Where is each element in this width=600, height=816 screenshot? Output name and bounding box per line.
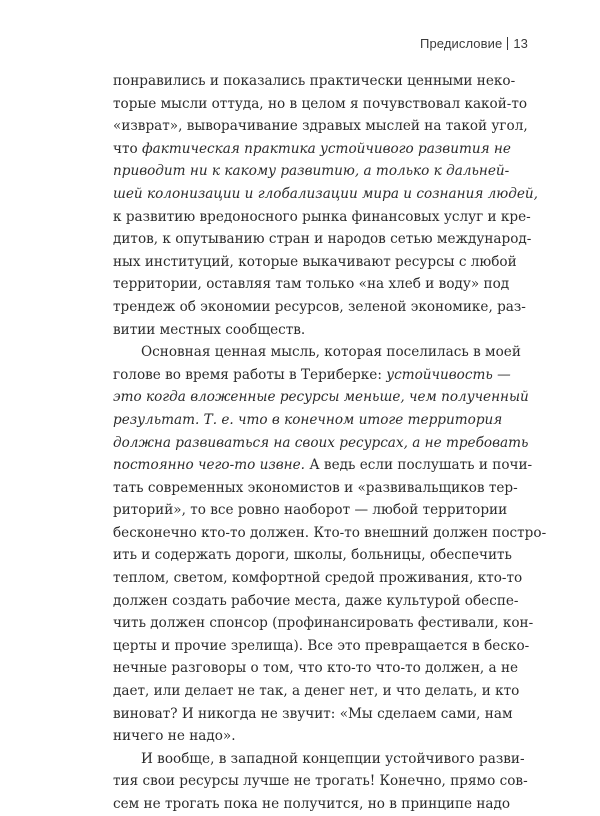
- text-line: [113, 273, 510, 296]
- text-line: [113, 567, 523, 590]
- text-run: виноват? И никогда не звучит: «Мы сделаем сами, нам: [113, 705, 513, 722]
- text-line: [113, 138, 511, 161]
- text-line: [113, 228, 532, 251]
- text-line: [113, 206, 531, 229]
- text-line: [113, 319, 491, 342]
- text-run: И вообще, в западной концепции устойчивого разви-: [141, 750, 525, 767]
- text-line: [113, 770, 528, 793]
- text-run: ных институций, которые выкачивают ресурсы с любой: [113, 253, 517, 270]
- italic-text: фактическая практика устойчивого развития не: [142, 140, 511, 157]
- text-line: [113, 499, 508, 522]
- italic-text: постоянно чего-то извне.: [113, 457, 305, 474]
- text-line: [113, 612, 534, 635]
- italic-text: это когда вложенные ресурсы меньше, чем полученный: [113, 389, 529, 406]
- text-run: риторий», то все ровно наоборот — любой территории: [113, 502, 508, 519]
- text-run: витии местных сообществ.: [113, 321, 306, 338]
- text-run: нечные разговоры о том, что кто-то что-то должен, а не: [113, 660, 519, 677]
- text-run: к развитию вредоносного рынка финансовых услуг и кре-: [113, 208, 531, 225]
- text-line: [113, 590, 519, 613]
- text-run: ничего не надо».: [113, 728, 236, 745]
- text-run: теплом, светом, комфортной средой проживания, кто-то: [113, 570, 523, 587]
- text-line: [113, 544, 512, 567]
- text-run: Основная ценная мысль, которая поселилась в моей: [141, 344, 521, 361]
- text-line: [113, 454, 533, 477]
- text-run: должен создать рабочие места, даже культурой обеспе-: [113, 592, 519, 609]
- text-line: [113, 386, 529, 409]
- italic-text: приводит ни к какому развитию, а только к дальней-: [113, 163, 510, 180]
- text-run: дает, или делает не так, а денег нет, и что делать, и кто: [113, 683, 520, 700]
- text-line: [113, 748, 525, 771]
- text-line: [113, 93, 528, 116]
- text-run: торые мысли оттуда, но в целом я почувствовал какой-то: [113, 95, 528, 112]
- text-run: бесконечно кто-то должен. Кто-то внешний должен постро-: [113, 524, 547, 541]
- text-line: [113, 725, 491, 748]
- italic-text: должна развиваться на своих ресурсах, а не требовать: [113, 434, 529, 451]
- text-run: тия свои ресурсы лучше не трогать! Конечно, прямо сов-: [113, 773, 528, 790]
- text-run: дитов, к опутыванию стран и народов сетью международ-: [113, 231, 532, 248]
- text-run: что: [113, 140, 143, 157]
- text-line: [113, 432, 529, 455]
- section-title: Предисловие: [420, 36, 503, 51]
- text-line: [113, 115, 528, 138]
- text-run: чить должен спонсор (профинансировать фестивали, кон-: [113, 615, 534, 632]
- text-line: [113, 793, 511, 816]
- running-header: [420, 36, 528, 51]
- text-line: [113, 680, 520, 703]
- text-run: трендеж об экономии ресурсов, зеленой экономике, раз-: [113, 298, 526, 315]
- text-line: [113, 477, 518, 500]
- text-run: голове во время работы в Териберке:: [113, 366, 387, 383]
- text-line: [113, 70, 516, 93]
- text-line: [113, 635, 530, 658]
- text-line: [113, 251, 517, 274]
- text-line: [113, 183, 539, 206]
- text-run: сем не трогать пока не получится, но в принципе надо: [113, 796, 511, 812]
- text-line: [113, 703, 513, 726]
- text-line: [113, 409, 503, 432]
- italic-text: устойчивость —: [386, 366, 511, 383]
- page-number: 13: [513, 36, 528, 51]
- header-separator: [507, 37, 508, 50]
- text-run: А ведь если послушать и почи-: [305, 457, 533, 474]
- text-line: [113, 657, 519, 680]
- text-line: [113, 364, 511, 387]
- italic-text: результат. Т. е. что в конечном итоге территория: [113, 411, 503, 428]
- text-run: территории, оставляя там только «на хлеб и воду» под: [113, 276, 510, 293]
- text-line: [113, 341, 521, 364]
- body-text: [113, 70, 547, 816]
- text-run: ить и содержать дороги, школы, больницы, обеспечить: [113, 547, 512, 564]
- text-run: церты и прочие зрелища). Все это превращается в беско-: [113, 637, 530, 654]
- text-line: [113, 522, 547, 545]
- text-line: [113, 160, 510, 183]
- text-run: тать современных экономистов и «развивальщиков тер-: [113, 479, 518, 496]
- italic-text: шей колонизации и глобализации мира и сознания людей,: [113, 185, 539, 202]
- text-line: [113, 296, 526, 319]
- text-run: понравились и показались практически ценными неко-: [113, 73, 516, 89]
- text-run: «изврат», выворачивание здравых мыслей на такой угол,: [113, 118, 528, 135]
